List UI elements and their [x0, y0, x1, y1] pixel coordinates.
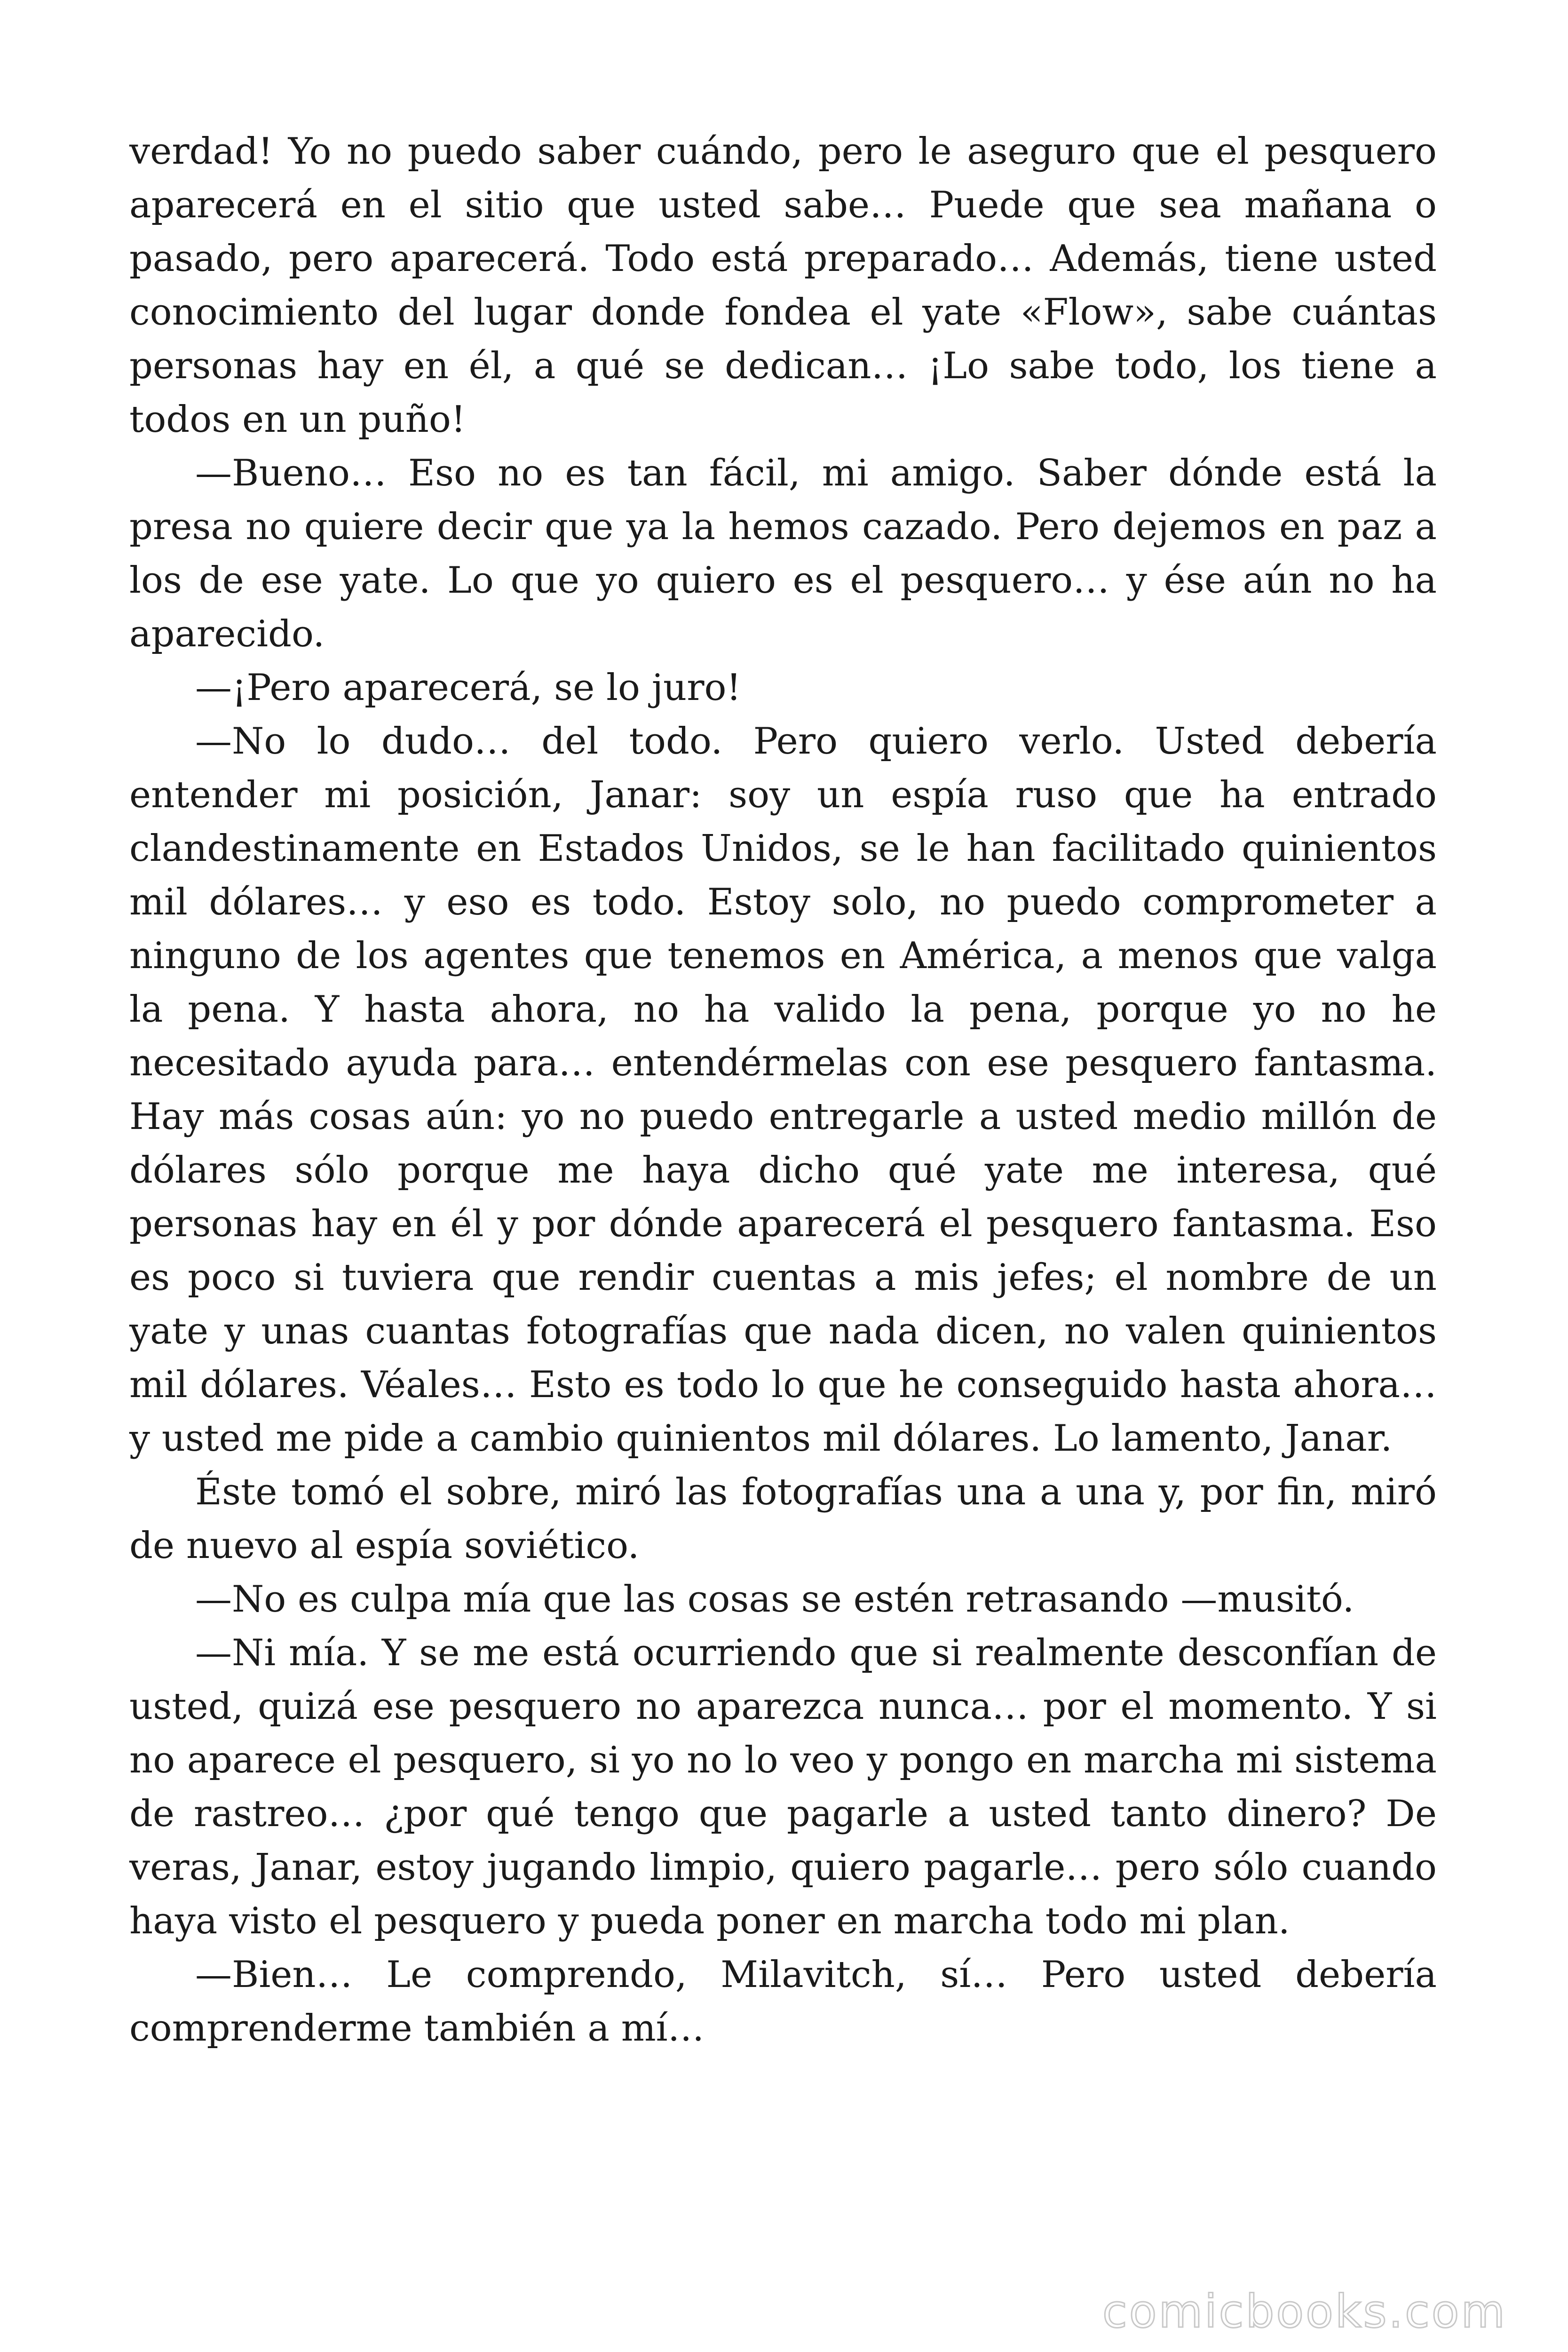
- paragraph-dialogue: —¡Pero aparecerá, se lo juro!: [195, 667, 741, 709]
- paragraph-narration: Éste tomó el sobre, miró las fotografías una a una y, por fin, miró de nuevo al espía soviético.: [129, 1471, 1437, 1567]
- watermark-logo: comicbooks.com: [1102, 2285, 1507, 2338]
- paragraph-continuation: verdad! Yo no puedo saber cuándo, pero le aseguro que el pesquero aparecerá en el sitio que usted sabe… Puede que sea mañana o pasado, pero aparecerá. Todo está preparado… Además, tiene usted conocimiento del lugar donde fondea el yate «Flow», sabe cuántas personas hay en él, a qué se dedican… ¡Lo sabe todo, los tiene a todos en un puño!: [129, 130, 1437, 441]
- paragraph-dialogue: —Bueno… Eso no es tan fácil, mi amigo. Saber dónde está la presa no quiere decir que ya la hemos cazado. Pero dejemos en paz a los de ese yate. Lo que yo quiero es el pesquero… y ése aún no ha aparecido.: [129, 452, 1437, 655]
- paragraph-dialogue: —Bien… Le comprendo, Milavitch, sí… Pero usted debería comprenderme también a mí…: [129, 1954, 1437, 2050]
- paragraph-dialogue: —No es culpa mía que las cosas se estén retrasando —musitó.: [195, 1578, 1354, 1621]
- page-body: [129, 125, 1437, 2055]
- paragraph-dialogue: —No lo dudo… del todo. Pero quiero verlo. Usted debería entender mi posición, Janar: soy un espía ruso que ha entrado clandestinamente en Estados Unidos, se le han facilitado quinientos mil dólares… y eso es todo. Estoy solo, no puedo comprometer a ninguno de los agentes que tenemos en América, a menos que valga la pena. Y hasta ahora, no ha valido la pena, porque yo no he necesitado ayuda para… entendérmelas con ese pesquero fantasma. Hay más cosas aún: yo no puedo entregarle a usted medio millón de dólares sólo porque me haya dicho qué yate me interesa, qué personas hay en él y por dónde aparecerá el pesquero fantasma. Eso es poco si tuviera que rendir cuentas a mis jefes; el nombre de un yate y unas cuantas fotografías que nada dicen, no valen quinientos mil dólares. Véales… Esto es todo lo que he conseguido hasta ahora… y usted me pide a cambio quinientos mil dólares. Lo lamento, Janar.: [129, 720, 1437, 1460]
- paragraph-dialogue: —Ni mía. Y se me está ocurriendo que si realmente desconfían de usted, quizá ese pesquero no aparezca nunca… por el momento. Y si no aparece el pesquero, si yo no lo veo y pongo en marcha mi sistema de rastreo… ¿por qué tengo que pagarle a usted tanto dinero? De veras, Janar, estoy jugando limpio, quiero pagarle… pero sólo cuando haya visto el pesquero y pueda poner en marcha todo mi plan.: [129, 1632, 1437, 1942]
